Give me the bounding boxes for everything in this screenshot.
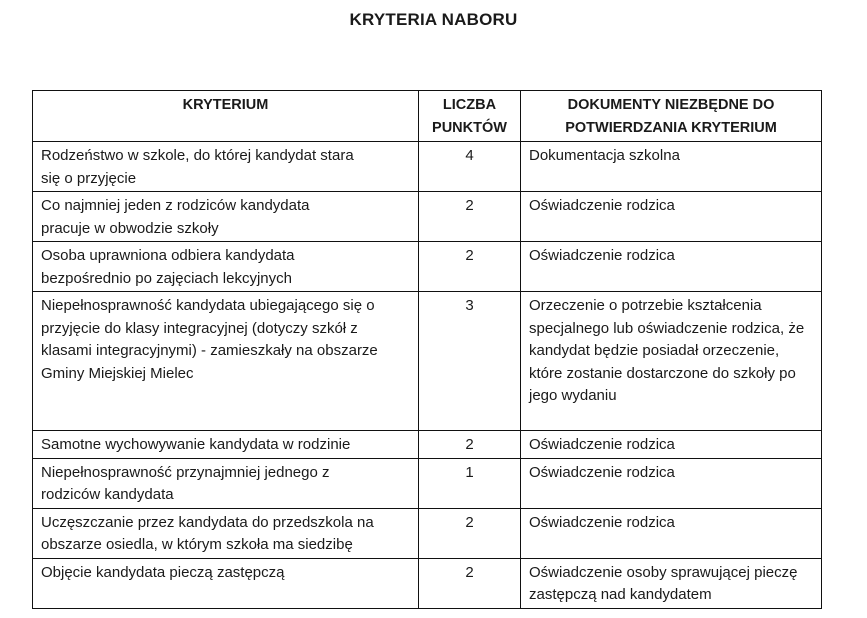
criterion-cell: Niepełnosprawność kandydata ubiegającego się o przyjęcie do klasy integracyjnej (dotyczy szkół z klasami integracyjnymi) - zamieszkały na obszarze Gminy Miejskiej Mielec — [33, 292, 419, 431]
criterion-cell: Rodzeństwo w szkole, do której kandydat stara się o przyjęcie — [33, 142, 419, 192]
table-row — [33, 242, 822, 292]
points-cell: 4 — [419, 142, 521, 192]
points-cell: 2 — [419, 558, 521, 608]
documents-cell: Oświadczenie rodzica — [521, 458, 822, 508]
points-cell: 2 — [419, 242, 521, 292]
criterion-cell: Samotne wychowywanie kandydata w rodzinie — [33, 431, 419, 459]
table-row — [33, 431, 822, 459]
criterion-cell: Co najmniej jeden z rodziców kandydata pracuje w obwodzie szkoły — [33, 192, 419, 242]
documents-cell: Orzeczenie o potrzebie kształcenia specjalnego lub oświadczenie rodzica, że kandydat będzie posiadał orzeczenie, które zostanie dostarczone do szkoły po jego wydaniu — [521, 292, 822, 431]
table-header-row — [33, 91, 822, 142]
documents-cell: Oświadczenie rodzica — [521, 242, 822, 292]
documents-cell: Oświadczenie rodzica — [521, 431, 822, 459]
page-title: KRYTERIA NABORU — [349, 10, 518, 29]
header-documents: DOKUMENTY NIEZBĘDNE DO POTWIERDZANIA KRYTERIUM — [521, 91, 822, 142]
criterion-cell: Objęcie kandydata pieczą zastępczą — [33, 558, 419, 608]
criterion-cell: Osoba uprawniona odbiera kandydata bezpośrednio po zajęciach lekcyjnych — [33, 242, 419, 292]
points-cell: 2 — [419, 508, 521, 558]
header-points: LICZBA PUNKTÓW — [419, 91, 521, 142]
documents-cell: Dokumentacja szkolna — [521, 142, 822, 192]
documents-cell: Oświadczenie rodzica — [521, 508, 822, 558]
documents-cell: Oświadczenie rodzica — [521, 192, 822, 242]
documents-cell: Oświadczenie osoby sprawującej pieczę zastępczą nad kandydatem — [521, 558, 822, 608]
points-cell: 2 — [419, 192, 521, 242]
points-cell: 3 — [419, 292, 521, 431]
points-cell: 2 — [419, 431, 521, 459]
table-row — [33, 292, 822, 431]
table-row — [33, 558, 822, 608]
table-row — [33, 508, 822, 558]
table-row — [33, 142, 822, 192]
table-row — [33, 458, 822, 508]
table-row — [33, 192, 822, 242]
criteria-table — [32, 90, 822, 609]
points-cell: 1 — [419, 458, 521, 508]
criterion-cell: Uczęszczanie przez kandydata do przedszkola na obszarze osiedla, w którym szkoła ma siedzibę — [33, 508, 419, 558]
criterion-cell: Niepełnosprawność przynajmniej jednego z rodziców kandydata — [33, 458, 419, 508]
header-criterion: KRYTERIUM — [33, 91, 419, 142]
